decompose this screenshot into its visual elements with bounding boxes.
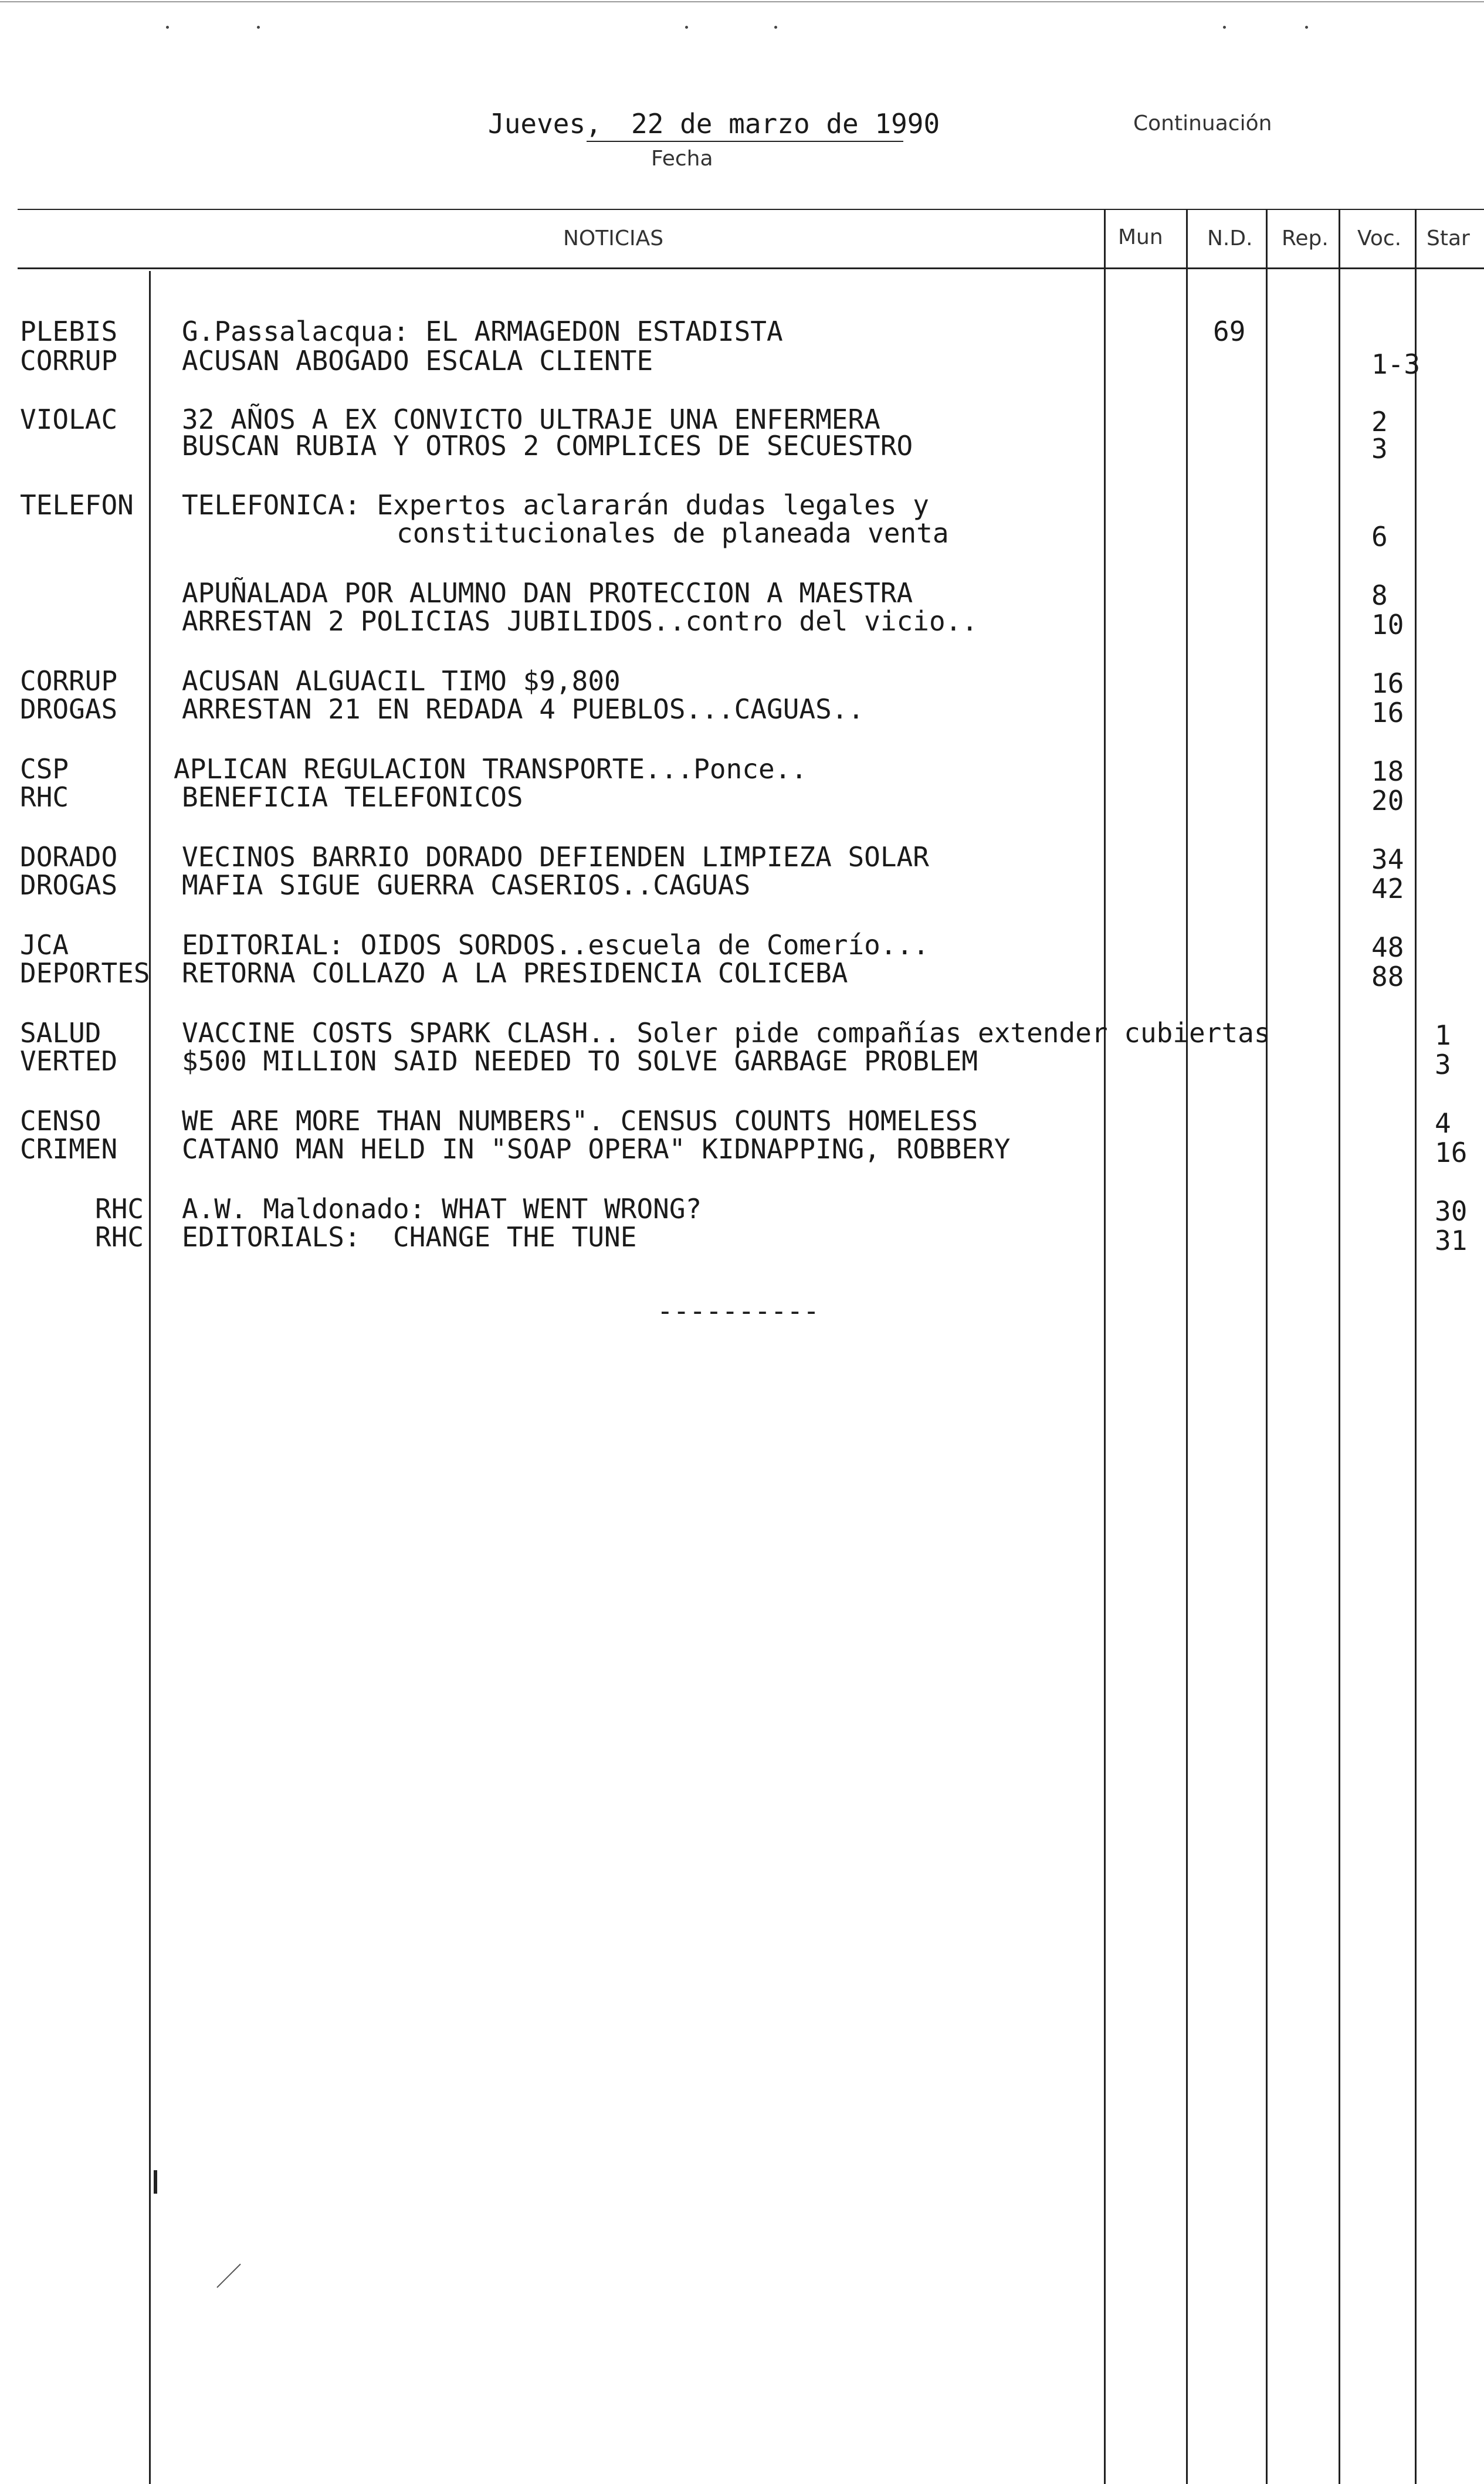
punch-dot bbox=[774, 26, 777, 29]
row-headline: EDITORIAL: OIDOS SORDOS..escuela de Comerío... bbox=[182, 929, 929, 961]
row-headline: BENEFICIA TELEFONICOS bbox=[182, 781, 523, 813]
row-headline: A.W. Maldonado: WHAT WENT WRONG? bbox=[182, 1193, 702, 1225]
row-headline: APUÑALADA POR ALUMNO DAN PROTECCION A MAESTRA bbox=[182, 577, 913, 609]
col-header-voc: Voc. bbox=[1357, 226, 1402, 250]
col-header-nd: N.D. bbox=[1207, 226, 1253, 250]
row-voc-page: 34 bbox=[1371, 843, 1404, 875]
row-category: VIOLAC bbox=[20, 404, 118, 435]
row-headline: 32 AÑOS A EX CONVICTO ULTRAJE UNA ENFERMERA bbox=[182, 404, 880, 435]
row-headline: MAFIA SIGUE GUERRA CASERIOS..CAGUAS bbox=[182, 869, 751, 901]
row-category: DROGAS bbox=[20, 869, 118, 901]
row-voc-page: 20 bbox=[1371, 785, 1404, 816]
row-star-page: 4 bbox=[1435, 1107, 1451, 1139]
row-nd-page: 69 bbox=[1213, 316, 1246, 347]
col-header-rep: Rep. bbox=[1282, 226, 1329, 250]
row-headline: VECINOS BARRIO DORADO DEFIENDEN LIMPIEZA SOLAR bbox=[182, 841, 929, 873]
row-star-page: 1 bbox=[1435, 1019, 1451, 1051]
row-category: CSP bbox=[20, 753, 69, 785]
col-divider-nd-left bbox=[1186, 209, 1188, 2484]
row-voc-page: 42 bbox=[1371, 873, 1404, 904]
row-voc-page: 2 bbox=[1371, 406, 1388, 438]
row-headline: APLICAN REGULACION TRANSPORTE...Ponce.. bbox=[174, 753, 808, 785]
row-category: RHC bbox=[20, 781, 69, 813]
col-divider-mun-left bbox=[1104, 209, 1106, 2484]
row-voc-page: 1-3 bbox=[1371, 348, 1421, 380]
row-voc-page: 8 bbox=[1371, 580, 1388, 611]
row-headline: CATANO MAN HELD IN "SOAP OPERA" KIDNAPPING, ROBBERY bbox=[182, 1133, 1011, 1165]
col-header-mun: Mun bbox=[1118, 225, 1163, 249]
row-category: CRIMEN bbox=[20, 1133, 118, 1165]
row-headline: ARRESTAN 2 POLICIAS JUBILIDOS..contro del vicio.. bbox=[182, 605, 978, 637]
fecha-label: Fecha bbox=[651, 147, 713, 171]
row-voc-page: 48 bbox=[1371, 931, 1404, 963]
row-headline: ARRESTAN 21 EN REDADA 4 PUEBLOS...CAGUAS.. bbox=[182, 693, 865, 725]
row-category: DROGAS bbox=[20, 693, 118, 725]
row-category: CORRUP bbox=[20, 345, 118, 377]
end-of-list-mark: ---------- bbox=[657, 1295, 819, 1327]
table-header-bottom-rule bbox=[18, 267, 1484, 269]
row-star-page: 16 bbox=[1435, 1137, 1468, 1168]
margin-mark bbox=[154, 2170, 157, 2194]
row-category: VERTED bbox=[20, 1045, 118, 1077]
punch-dot bbox=[1305, 26, 1308, 29]
col-header-noticias: NOTICIAS bbox=[563, 226, 664, 250]
row-headline: constitucionales de planeada venta bbox=[397, 517, 949, 549]
col-header-star: Star bbox=[1427, 226, 1470, 250]
row-voc-page: 88 bbox=[1371, 961, 1404, 992]
row-category: TELEFON bbox=[20, 489, 134, 521]
date-underline bbox=[587, 141, 903, 142]
col-divider-category bbox=[149, 271, 151, 2484]
col-divider-rep-left bbox=[1266, 209, 1268, 2484]
row-headline: WE ARE MORE THAN NUMBERS". CENSUS COUNTS HOMELESS bbox=[182, 1105, 978, 1137]
row-voc-page: 16 bbox=[1371, 667, 1404, 699]
row-star-page: 31 bbox=[1435, 1225, 1468, 1256]
row-category: DORADO bbox=[20, 841, 118, 873]
row-headline: TELEFONICA: Expertos aclararán dudas legales y bbox=[182, 489, 929, 521]
continuacion-label: Continuación bbox=[1133, 111, 1272, 135]
row-headline: VACCINE COSTS SPARK CLASH.. Soler pide compañías extender cubiertas bbox=[182, 1017, 1270, 1049]
row-star-page: 30 bbox=[1435, 1195, 1468, 1227]
row-category: DEPORTES bbox=[20, 957, 150, 989]
header-day: Jueves, bbox=[488, 108, 602, 140]
punch-dot bbox=[166, 26, 169, 29]
row-category: RHC bbox=[95, 1221, 144, 1253]
stray-pen-mark bbox=[211, 2258, 246, 2293]
page-top-edge bbox=[0, 1, 1484, 2]
row-category: RHC bbox=[95, 1193, 144, 1225]
table-top-rule bbox=[18, 209, 1484, 210]
row-category: JCA bbox=[20, 929, 69, 961]
row-voc-page: 16 bbox=[1371, 697, 1404, 728]
row-star-page: 3 bbox=[1435, 1049, 1451, 1080]
col-divider-star-left bbox=[1415, 209, 1417, 2484]
row-headline: BUSCAN RUBIA Y OTROS 2 COMPLICES DE SECUESTRO bbox=[182, 430, 913, 462]
col-divider-voc-left bbox=[1339, 209, 1340, 2484]
row-headline: $500 MILLION SAID NEEDED TO SOLVE GARBAGE PROBLEM bbox=[182, 1045, 978, 1077]
row-voc-page: 18 bbox=[1371, 755, 1404, 787]
row-headline: ACUSAN ALGUACIL TIMO $9,800 bbox=[182, 665, 621, 697]
row-category: PLEBIS bbox=[20, 316, 118, 347]
header-date: 22 de marzo de 1990 bbox=[631, 108, 940, 140]
row-category: CENSO bbox=[20, 1105, 101, 1137]
punch-dot bbox=[1223, 26, 1226, 29]
row-headline: EDITORIALS: CHANGE THE TUNE bbox=[182, 1221, 637, 1253]
row-headline: ACUSAN ABOGADO ESCALA CLIENTE bbox=[182, 345, 653, 377]
punch-dot bbox=[257, 26, 260, 29]
row-category: CORRUP bbox=[20, 665, 118, 697]
row-voc-page: 6 bbox=[1371, 521, 1388, 553]
row-headline: RETORNA COLLAZO A LA PRESIDENCIA COLICEBA bbox=[182, 957, 848, 989]
row-voc-page: 3 bbox=[1371, 433, 1388, 465]
row-headline: G.Passalacqua: EL ARMAGEDON ESTADISTA bbox=[182, 316, 783, 347]
row-category: SALUD bbox=[20, 1017, 101, 1049]
row-voc-page: 10 bbox=[1371, 609, 1404, 641]
punch-dot bbox=[685, 26, 688, 29]
